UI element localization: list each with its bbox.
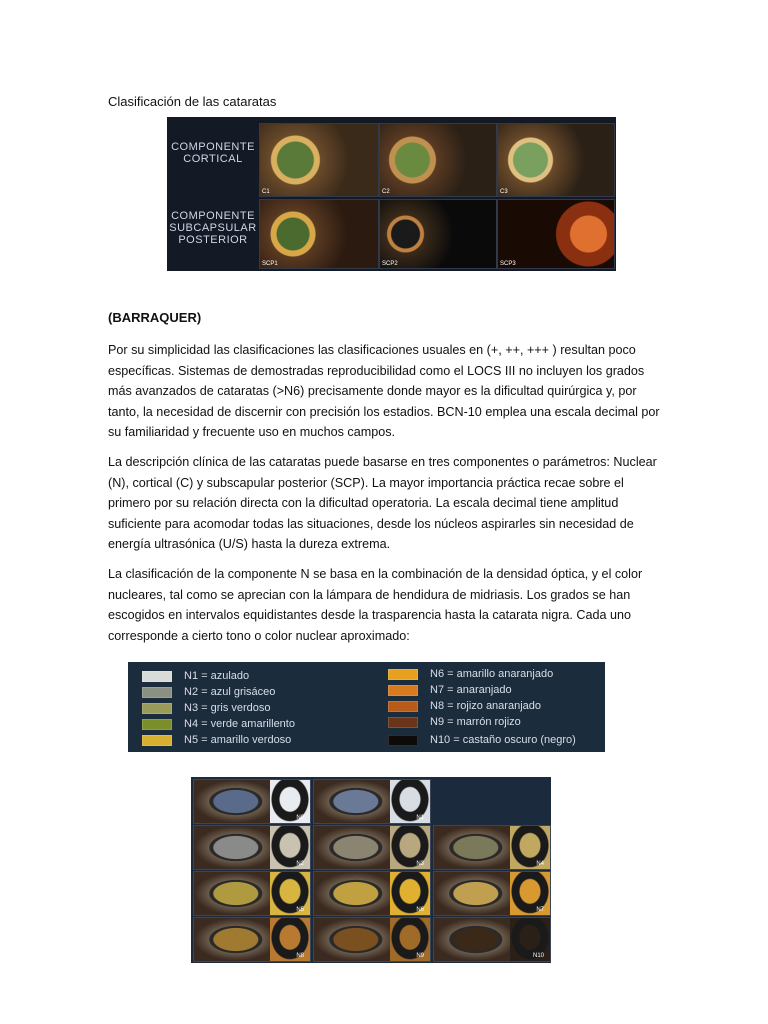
tile-scp2: SCP2	[379, 199, 497, 269]
slit-lamp-eye-image	[194, 780, 270, 823]
slit-lamp-eye-image	[314, 826, 390, 869]
nuclear-color-legend	[128, 662, 605, 752]
slit-lamp-eye-image	[434, 826, 510, 869]
nuclear-grade-cell	[193, 871, 311, 916]
legend-item: N8 = rojizo anaranjado	[388, 698, 541, 714]
legend-item: N6 = amarillo anaranjado	[388, 666, 553, 682]
slit-lamp-eye-image	[314, 780, 390, 823]
paragraph-3: La clasificación de la componente N se basa en la combinación de la densidad óptica, y el color nucleares, tal como se aprecian con la lámpara de hendidura de midriasis. Los grados se han escogidos en intervalos equidistantes desde la trasparencia hasta la catarata nigra. Cada uno corresponde a cierto tono o color nuclear aproximado:	[108, 567, 643, 643]
paragraph-2: La descripción clínica de las cataratas puede basarse en tres componentes o parámetros: Nuclear (N), cortical (C) y subscapular posterior (SCP). La mayor importancia práctica recae sobre el primero por su relación directa con la dificultad operatoria. La escala decimal tiene amplitud suficiente para acomodar todas las situaciones, desde los núcleos aspirarles sin necesidad de energía ultrasónica (U/S) hasta la dureza extrema.	[108, 455, 657, 552]
grade-label: N3	[416, 861, 424, 867]
grade-label: N6	[416, 907, 424, 913]
nuclear-grade-cell	[313, 871, 431, 916]
tile-c2: C2	[379, 123, 497, 197]
nucleus-color-image	[270, 826, 310, 869]
slit-lamp-eye-image	[194, 826, 270, 869]
slit-lamp-eye-image	[194, 918, 270, 961]
nuclear-grade-cell	[433, 917, 551, 962]
nuclear-grade-cell	[313, 779, 431, 824]
slit-lamp-eye-image	[194, 872, 270, 915]
nuclear-grade-grid	[191, 777, 551, 963]
slit-lamp-eye-image	[314, 872, 390, 915]
nucleus-color-image	[510, 918, 550, 961]
grade-label: N0	[296, 815, 304, 821]
legend-item: N10 = castaño oscuro (negro)	[388, 732, 576, 748]
legend-item: N2 = azul grisáceo	[142, 684, 275, 700]
grade-label: N5	[296, 907, 304, 913]
nuclear-grade-cell	[433, 871, 551, 916]
grade-label: N9	[416, 953, 424, 959]
legend-item: N5 = amarillo verdoso	[142, 732, 291, 748]
tile-c3: C3	[497, 123, 615, 197]
nucleus-color-image	[270, 872, 310, 915]
nucleus-color-image	[390, 826, 430, 869]
nucleus-color-image	[390, 918, 430, 961]
tile-scp3: SCP3	[497, 199, 615, 269]
cortical-subcapsular-figure	[167, 117, 616, 271]
legend-item: N1 = azulado	[142, 668, 249, 684]
grade-label: N7	[536, 907, 544, 913]
nuclear-grade-cell	[313, 825, 431, 870]
grade-label: N8	[296, 953, 304, 959]
grade-label: N2	[296, 861, 304, 867]
nuclear-grade-cell	[193, 917, 311, 962]
section-heading: (BARRAQUER)	[108, 310, 202, 325]
document-title: Clasificación de las cataratas	[108, 94, 277, 109]
nucleus-color-image	[390, 780, 430, 823]
legend-item: N7 = anaranjado	[388, 682, 512, 698]
nucleus-color-image	[510, 872, 550, 915]
slit-lamp-eye-image	[434, 872, 510, 915]
nucleus-color-image	[510, 826, 550, 869]
legend-item: N3 = gris verdoso	[142, 700, 271, 716]
slit-lamp-eye-image	[434, 918, 510, 961]
nuclear-grade-cell	[313, 917, 431, 962]
nucleus-color-image	[270, 918, 310, 961]
legend-item: N9 = marrón rojizo	[388, 714, 521, 730]
row-label-cortical: COMPONENTE CORTICAL	[171, 141, 255, 165]
nuclear-grade-cell	[193, 825, 311, 870]
nucleus-color-image	[270, 780, 310, 823]
grade-label: N4	[536, 861, 544, 867]
nuclear-grade-cell	[193, 779, 311, 824]
tile-scp1: SCP1	[259, 199, 379, 269]
slit-lamp-eye-image	[314, 918, 390, 961]
grade-label: N10	[532, 953, 544, 959]
tile-c1: C1	[259, 123, 379, 197]
nuclear-grade-cell	[433, 825, 551, 870]
paragraph-1: Por su simplicidad las clasificaciones las clasificaciones usuales en (+, ++, +++ ) resultan poco específicas. Sistemas de demostradas reproducibilidad como el LOCS III no incluyen los grados más avanzados de cataratas (>N6) precisamente donde mayor es la dificultad quirúrgica y, por tanto, la necesidad de discernir con precisión los estadios. BCN-10 emplea una escala decimal por su familiaridad y frecuente uso en muchos campos.	[108, 343, 660, 440]
nucleus-color-image	[390, 872, 430, 915]
grade-label: N1	[416, 815, 424, 821]
legend-item: N4 = verde amarillento	[142, 716, 295, 732]
row-label-subcapsular: COMPONENTE SUBCAPSULAR POSTERIOR	[169, 210, 257, 246]
